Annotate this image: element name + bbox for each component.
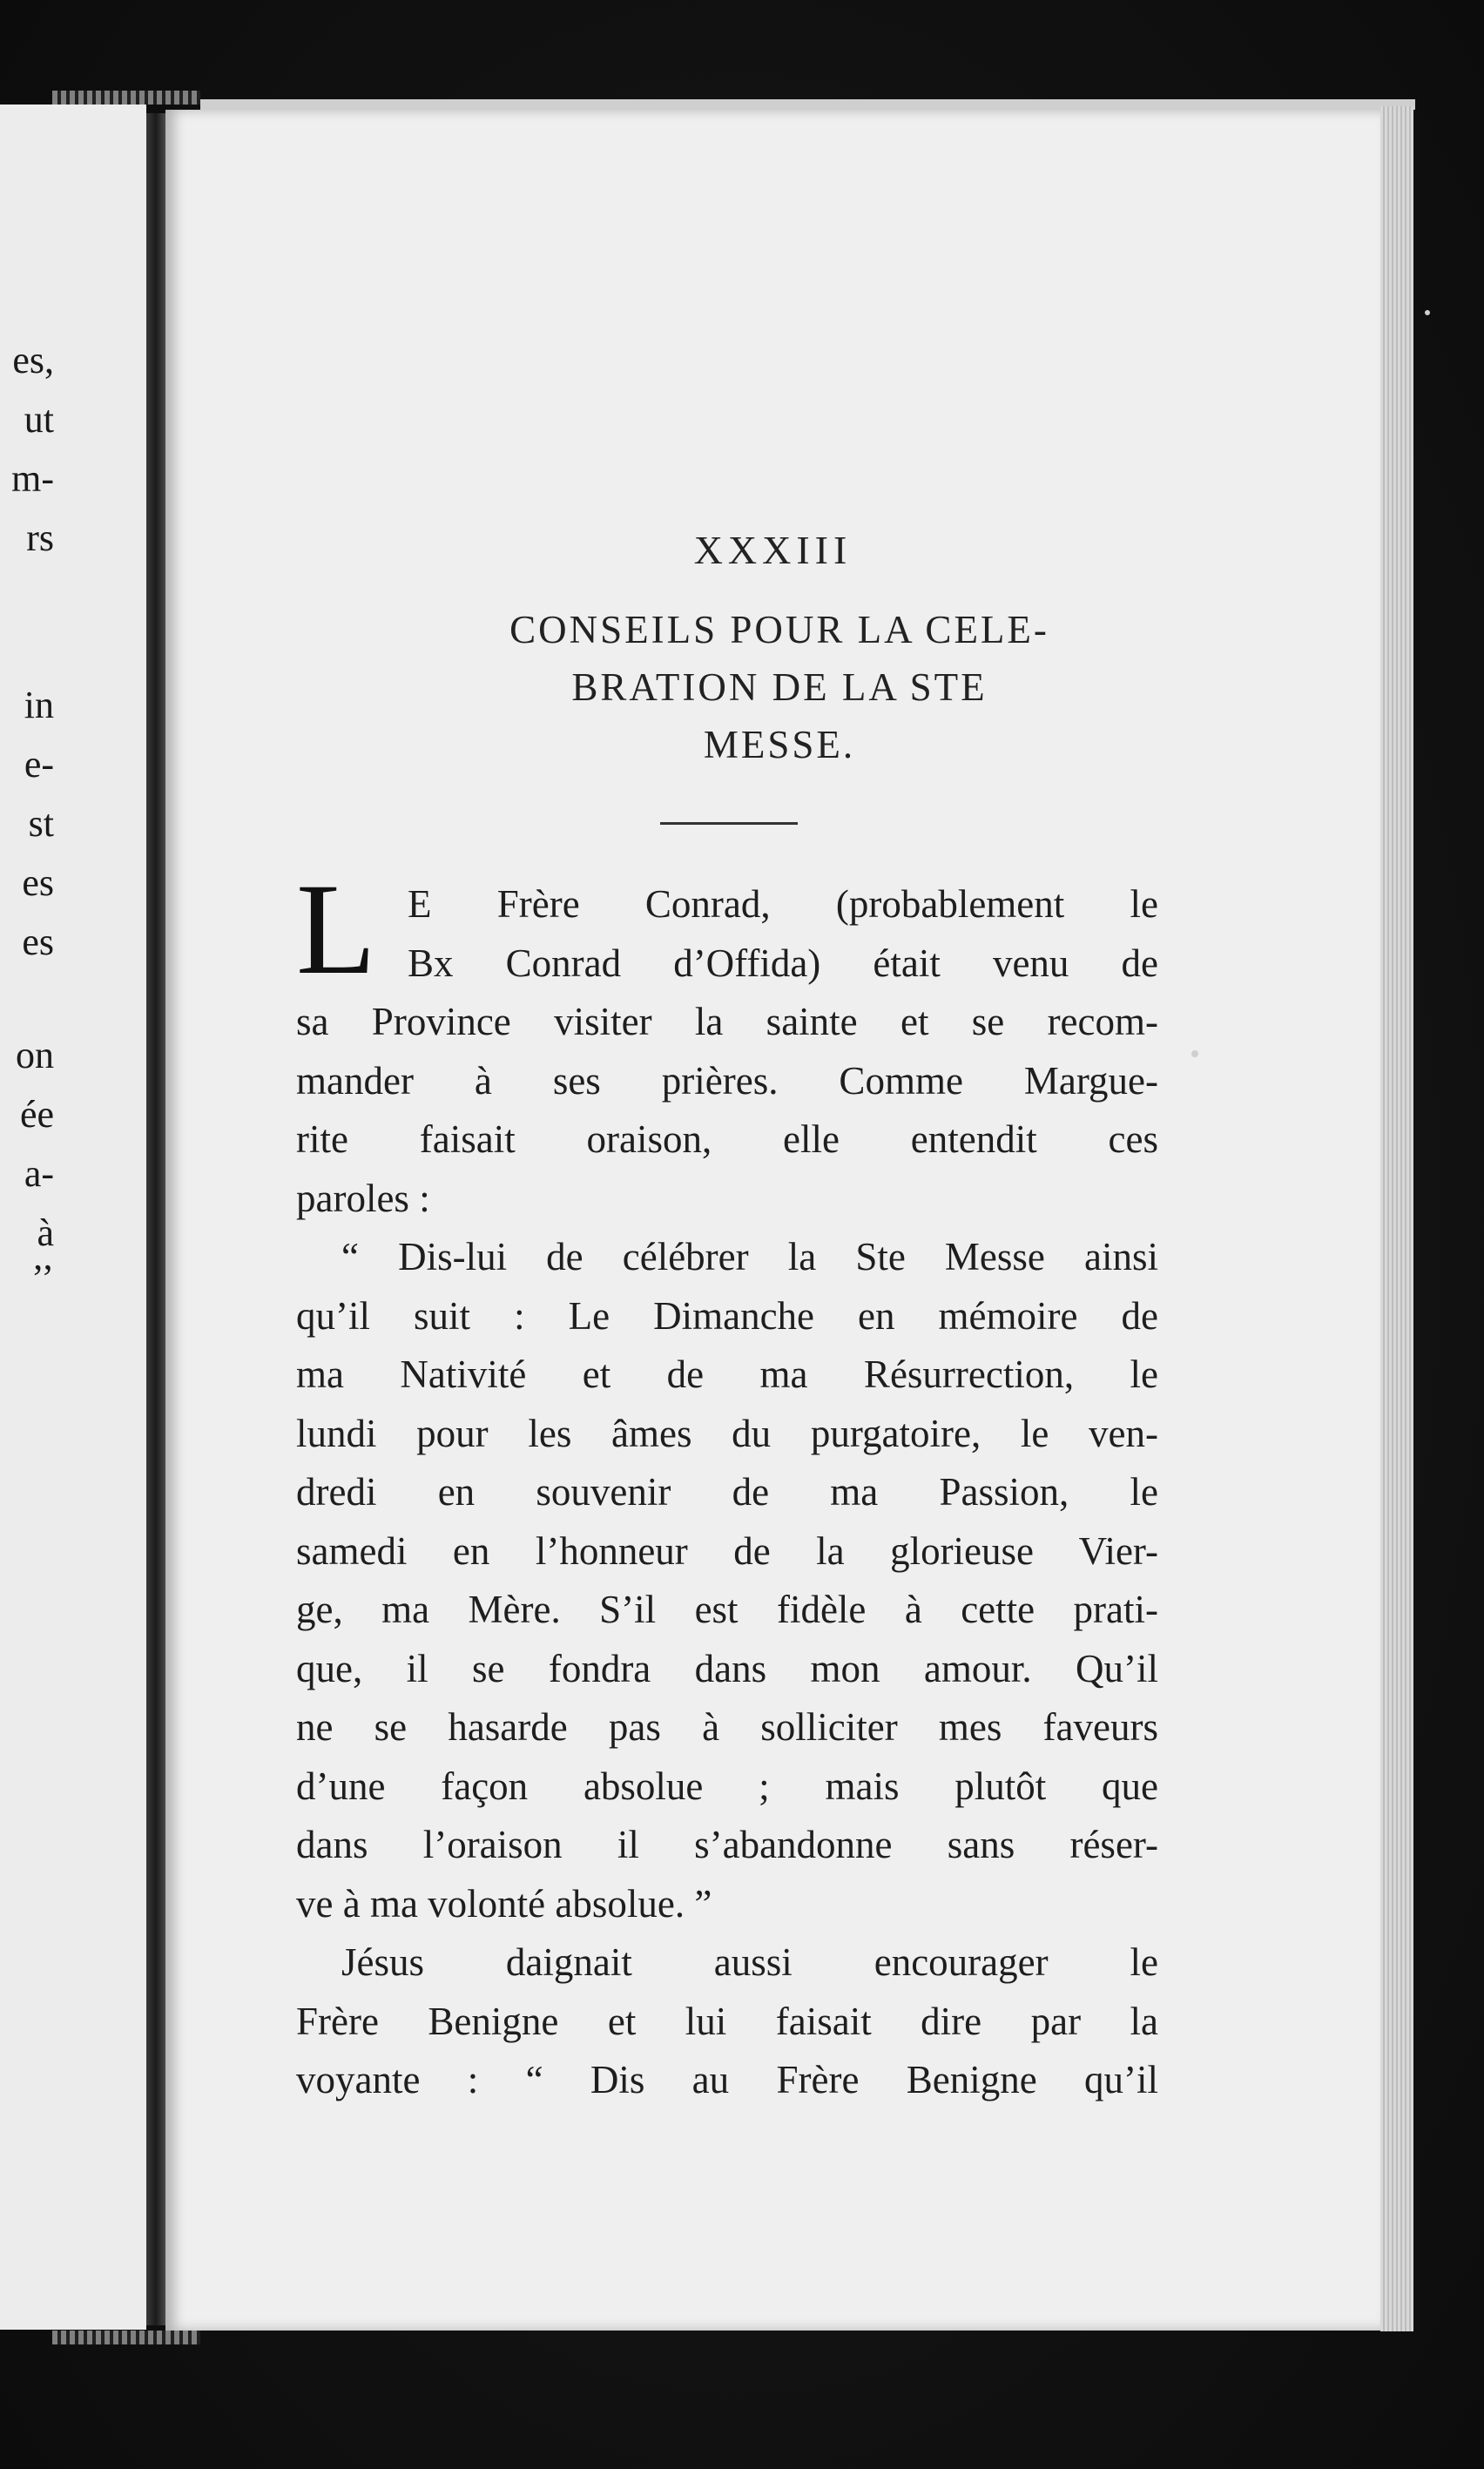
text-line: Frère Benigne et lui faisait dire par la bbox=[296, 1999, 1158, 2043]
page-top-edge bbox=[200, 99, 1415, 110]
text-line: ne se hasarde pas à solliciter mes faveurs bbox=[296, 1705, 1158, 1749]
left-page-fragment: e- bbox=[24, 743, 54, 786]
text-line: Bx Conrad d’Offida) était venu de bbox=[408, 941, 1158, 985]
text-line: que, il se fondra dans mon amour. Qu’il bbox=[296, 1646, 1158, 1690]
text-line: voyante : “ Dis au Frère Benigne qu’il bbox=[296, 2058, 1158, 2101]
binding-stitch-top bbox=[52, 91, 200, 105]
chapter-title-line: BRATION DE LA STE bbox=[571, 665, 988, 709]
text-line: “ Dis-lui de célébrer la Ste Messe ainsi bbox=[341, 1235, 1158, 1278]
left-page-fragment: m- bbox=[11, 457, 54, 500]
left-page-fragment: es bbox=[22, 921, 54, 963]
text-line: E Frère Conrad, (probablement le bbox=[408, 882, 1158, 926]
text-line: ma Nativité et de ma Résurrection, le bbox=[296, 1353, 1158, 1396]
left-page-fragment: on bbox=[16, 1034, 54, 1076]
text-line: d’une façon absolue ; mais plutôt que bbox=[296, 1764, 1158, 1808]
left-page-edge bbox=[0, 105, 146, 2330]
chapter-title-line: CONSEILS POUR LA CELE- bbox=[509, 608, 1049, 651]
book-gutter bbox=[146, 113, 165, 2325]
dust-speck bbox=[1425, 310, 1430, 315]
left-page-fragment: es bbox=[22, 861, 54, 904]
chapter-number: XXXIII bbox=[693, 528, 853, 572]
text-line: Jésus daignait aussi encourager le bbox=[341, 1940, 1158, 1984]
left-page-fragment: ’’ bbox=[30, 1257, 54, 1299]
left-page-fragment: rs bbox=[26, 516, 54, 559]
drop-cap: L bbox=[296, 857, 376, 1002]
text-line: qu’il suit : Le Dimanche en mémoire de bbox=[296, 1293, 1158, 1338]
text-line: paroles : bbox=[296, 1176, 430, 1220]
text-line: ve à ma volonté absolue. ” bbox=[296, 1881, 712, 1926]
left-page-fragment: à bbox=[37, 1211, 54, 1254]
text-line: ge, ma Mère. S’il est fidèle à cette prati- bbox=[296, 1588, 1158, 1631]
left-page-fragment: es, bbox=[12, 339, 54, 381]
text-line: samedi en l’honneur de la glorieuse Vier- bbox=[296, 1528, 1158, 1573]
binding-stitch-bottom bbox=[52, 2331, 200, 2344]
chapter-title bbox=[348, 601, 1211, 773]
left-page-fragment: st bbox=[28, 802, 54, 845]
page-stack-edges bbox=[1380, 106, 1413, 2331]
left-page-fragment: a- bbox=[24, 1152, 54, 1195]
text-line: sa Province visiter la sainte et se recom- bbox=[296, 1000, 1158, 1043]
chapter-title-line: MESSE. bbox=[703, 723, 856, 766]
text-line: rite faisait oraison, elle entendit ces bbox=[296, 1117, 1158, 1161]
body-text bbox=[296, 875, 1158, 2110]
left-page-fragment: ut bbox=[24, 398, 54, 441]
paper-speck bbox=[1191, 1050, 1198, 1057]
text-line: dredi en souvenir de ma Passion, le bbox=[296, 1470, 1158, 1514]
text-line: mander à ses prières. Comme Margue- bbox=[296, 1058, 1158, 1103]
text-line: lundi pour les âmes du purgatoire, le ven- bbox=[296, 1411, 1158, 1455]
text-line: dans l’oraison il s’abandonne sans réser- bbox=[296, 1823, 1158, 1866]
left-page-fragment: in bbox=[24, 684, 54, 726]
left-page-fragment: ée bbox=[19, 1093, 54, 1136]
title-divider bbox=[660, 822, 798, 825]
